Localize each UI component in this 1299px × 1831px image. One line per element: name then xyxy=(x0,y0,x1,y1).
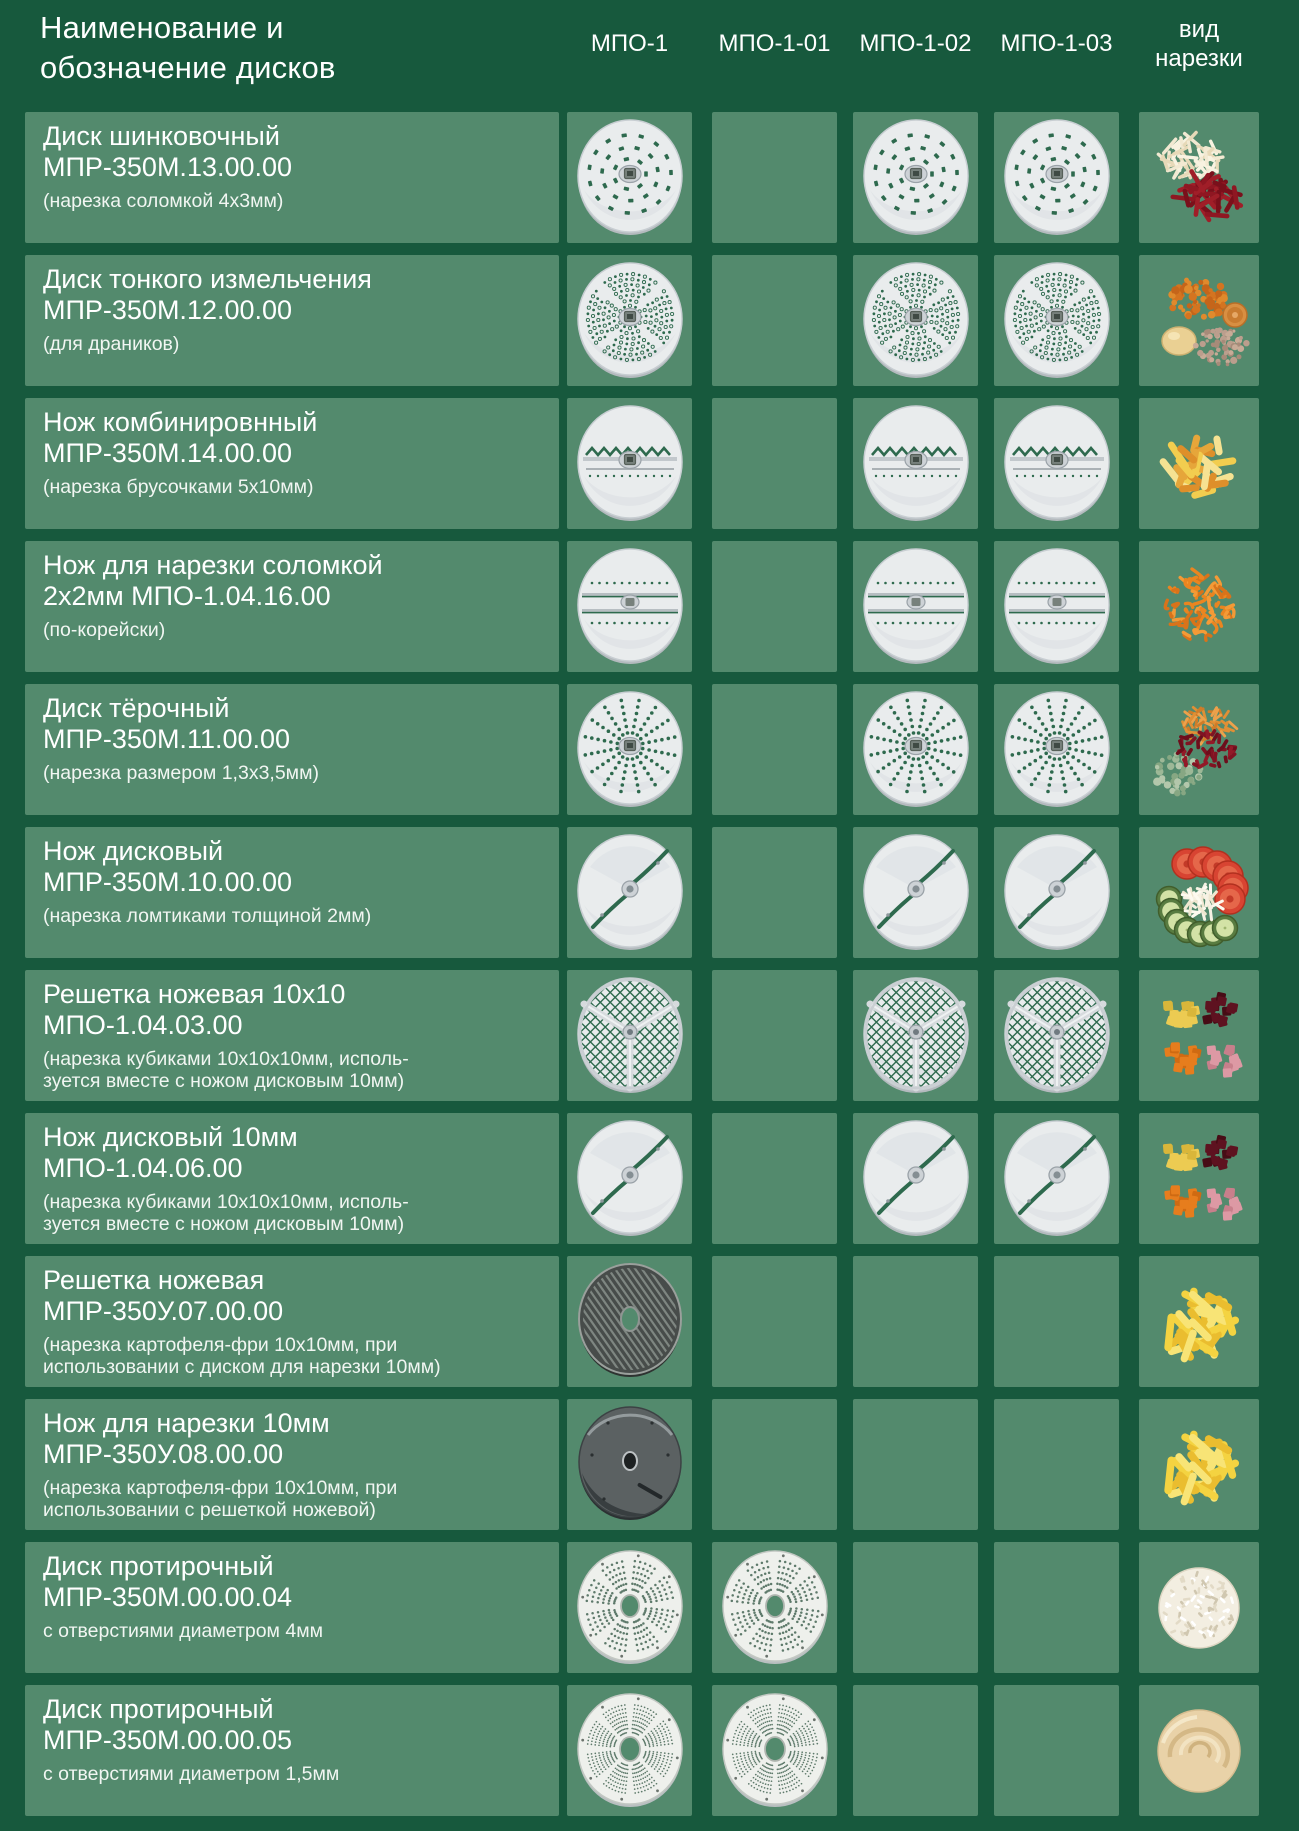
disc-note: (нарезка ломтиками толщиной 2мм) xyxy=(43,904,372,927)
table-row xyxy=(0,112,1299,243)
disc-cell-мпо-1-01 xyxy=(712,1542,837,1673)
empty-cell-мпо-1-01 xyxy=(712,255,837,386)
shredding-disc-icon xyxy=(1001,116,1113,240)
disc-name-box xyxy=(25,255,559,386)
combo-knife-disc-icon xyxy=(860,402,972,526)
table-row xyxy=(0,827,1299,958)
page-title xyxy=(40,8,336,87)
dark-solid-disc-icon xyxy=(574,1403,686,1527)
disc-cell-мпо-1-02 xyxy=(853,684,978,815)
julienne-knife-disc-icon xyxy=(574,545,686,669)
cut-view-cell xyxy=(1139,1113,1259,1244)
disc-name-box xyxy=(25,1542,559,1673)
empty-cell-мпо-1-01 xyxy=(712,541,837,672)
puree-disc-4mm-icon xyxy=(719,1546,831,1670)
empty-cell-мпо-1-03 xyxy=(994,1685,1119,1816)
page-title-line2: обозначение дисков xyxy=(40,49,336,85)
fine-grinding-disc-icon xyxy=(1001,259,1113,383)
julienne-knife-disc-icon xyxy=(860,545,972,669)
table-row xyxy=(0,255,1299,386)
disc-cell-мпо-1-03 xyxy=(994,541,1119,672)
disc-cell-мпо-1 xyxy=(567,1113,692,1244)
disc-cell-мпо-1 xyxy=(567,398,692,529)
disc-cell-мпо-1-03 xyxy=(994,1113,1119,1244)
cut-view-cell xyxy=(1139,827,1259,958)
disc-name-box xyxy=(25,684,559,815)
slicer-knife-disc-icon xyxy=(1001,1117,1113,1241)
puree-disc-15mm-icon xyxy=(574,1689,686,1813)
column-header-мпо-1-02: МПО-1-02 xyxy=(859,30,972,57)
disc-cell-мпо-1 xyxy=(567,541,692,672)
batons-food-icon xyxy=(1143,408,1255,520)
disc-cell-мпо-1-03 xyxy=(994,398,1119,529)
table-row xyxy=(0,1542,1299,1673)
shredded-beet-food-icon xyxy=(1143,122,1255,234)
disc-title: Нож для нарезки соломкой 2х2мм МПО-1.04.16.00 xyxy=(43,550,383,612)
grater-disc-icon xyxy=(860,688,972,812)
column-header-мпо-1: МПО-1 xyxy=(590,30,669,57)
disc-note: (нарезка соломкой 4х3мм) xyxy=(43,189,284,212)
julienne-knife-disc-icon xyxy=(1001,545,1113,669)
table-row xyxy=(0,541,1299,672)
empty-cell-мпо-1-01 xyxy=(712,970,837,1101)
column-header-view xyxy=(1139,16,1259,74)
fine-grinding-disc-icon xyxy=(574,259,686,383)
diced-cubes-food-icon xyxy=(1143,1123,1255,1235)
grated-mix-food-icon xyxy=(1143,694,1255,806)
slicer-knife-disc-icon xyxy=(860,831,972,955)
disc-cell-мпо-1-02 xyxy=(853,398,978,529)
disc-title: Диск шинковочный МПР-350М.13.00.00 xyxy=(43,121,293,183)
slicer-knife-disc-icon xyxy=(1001,831,1113,955)
disc-note: с отверстиями диаметром 4мм xyxy=(43,1619,324,1642)
french-fries-food-icon xyxy=(1143,1409,1255,1521)
disc-title: Нож дисковый МПР-350М.10.00.00 xyxy=(43,836,293,898)
empty-cell-мпо-1-01 xyxy=(712,827,837,958)
disc-cell-мпо-1-03 xyxy=(994,827,1119,958)
empty-cell-мпо-1-03 xyxy=(994,1542,1119,1673)
puree-disc-15mm-icon xyxy=(719,1689,831,1813)
disc-title: Нож для нарезки 10мм МПР-350У.08.00.00 xyxy=(43,1408,330,1470)
empty-cell-мпо-1-01 xyxy=(712,1399,837,1530)
disc-cell-мпо-1 xyxy=(567,1685,692,1816)
disc-cell-мпо-1-02 xyxy=(853,112,978,243)
disc-title: Диск тёрочный МПР-350М.11.00.00 xyxy=(43,693,291,755)
disc-name-box xyxy=(25,112,559,243)
view-header-line2: нарезки xyxy=(1155,44,1243,72)
disc-cell-мпо-1 xyxy=(567,112,692,243)
grater-disc-icon xyxy=(574,688,686,812)
disc-name-box xyxy=(25,398,559,529)
disc-note: (для драников) xyxy=(43,332,180,355)
grid-knife-disc-icon xyxy=(1001,974,1113,1098)
disc-note: (нарезка кубиками 10х10х10мм, исполь- зуется вместе с ножом дисковым 10мм) xyxy=(43,1047,409,1092)
disc-name-box xyxy=(25,1256,559,1387)
fine-grinding-disc-icon xyxy=(860,259,972,383)
puree-swirl-food-icon xyxy=(1143,1695,1255,1807)
disc-cell-мпо-1 xyxy=(567,1399,692,1530)
empty-cell-мпо-1-01 xyxy=(712,1256,837,1387)
cut-view-cell xyxy=(1139,541,1259,672)
korean-carrot-food-icon xyxy=(1143,551,1255,663)
table-row xyxy=(0,684,1299,815)
shredding-disc-icon xyxy=(860,116,972,240)
dranik-mix-food-icon xyxy=(1143,265,1255,377)
vegetable-slices-food-icon xyxy=(1143,837,1255,949)
disc-cell-мпо-1 xyxy=(567,1256,692,1387)
empty-cell-мпо-1-03 xyxy=(994,1256,1119,1387)
disc-name-box xyxy=(25,827,559,958)
empty-cell-мпо-1-02 xyxy=(853,1542,978,1673)
table-row xyxy=(0,1685,1299,1816)
empty-cell-мпо-1-02 xyxy=(853,1256,978,1387)
disc-note: (по-корейски) xyxy=(43,618,166,641)
disc-cell-мпо-1-02 xyxy=(853,255,978,386)
shredding-disc-icon xyxy=(574,116,686,240)
disc-note: (нарезка брусочками 5х10мм) xyxy=(43,475,314,498)
cut-view-cell xyxy=(1139,1399,1259,1530)
disc-cell-мпо-1-02 xyxy=(853,1113,978,1244)
disc-cell-мпо-1 xyxy=(567,970,692,1101)
disc-cell-мпо-1-02 xyxy=(853,827,978,958)
diced-cubes-food-icon xyxy=(1143,980,1255,1092)
slicer-knife-disc-icon xyxy=(574,1117,686,1241)
disc-cell-мпо-1-03 xyxy=(994,684,1119,815)
disc-cell-мпо-1-01 xyxy=(712,1685,837,1816)
white-flakes-food-icon xyxy=(1143,1552,1255,1664)
disc-name-box xyxy=(25,970,559,1101)
disc-title: Диск протирочный МПР-350М.00.00.04 xyxy=(43,1551,293,1613)
dark-grid-disc-icon xyxy=(574,1260,686,1384)
disc-cell-мпо-1 xyxy=(567,684,692,815)
puree-disc-4mm-icon xyxy=(574,1546,686,1670)
disc-title: Диск тонкого измельчения МПР-350М.12.00.00 xyxy=(43,264,372,326)
disc-cell-мпо-1 xyxy=(567,827,692,958)
cut-view-cell xyxy=(1139,1685,1259,1816)
table-row xyxy=(0,1113,1299,1244)
slicer-knife-disc-icon xyxy=(860,1117,972,1241)
table-row xyxy=(0,1256,1299,1387)
empty-cell-мпо-1-02 xyxy=(853,1685,978,1816)
cut-view-cell xyxy=(1139,1542,1259,1673)
empty-cell-мпо-1-01 xyxy=(712,684,837,815)
table-row xyxy=(0,1399,1299,1530)
disc-title: Нож комбинировнный МПР-350М.14.00.00 xyxy=(43,407,318,469)
empty-cell-мпо-1-03 xyxy=(994,1399,1119,1530)
disc-title: Решетка ножевая 10х10 МПО-1.04.03.00 xyxy=(43,979,346,1041)
empty-cell-мпо-1-01 xyxy=(712,398,837,529)
combo-knife-disc-icon xyxy=(574,402,686,526)
disc-name-box xyxy=(25,1685,559,1816)
disc-cell-мпо-1-03 xyxy=(994,970,1119,1101)
disc-note: с отверстиями диаметром 1,5мм xyxy=(43,1762,340,1785)
grater-disc-icon xyxy=(1001,688,1113,812)
cut-view-cell xyxy=(1139,970,1259,1101)
grid-knife-disc-icon xyxy=(574,974,686,1098)
cut-view-cell xyxy=(1139,255,1259,386)
disc-cell-мпо-1-03 xyxy=(994,112,1119,243)
disc-cell-мпо-1 xyxy=(567,255,692,386)
empty-cell-мпо-1-01 xyxy=(712,112,837,243)
column-header-мпо-1-03: МПО-1-03 xyxy=(1000,30,1113,57)
disc-title: Решетка ножевая МПР-350У.07.00.00 xyxy=(43,1265,284,1327)
disc-cell-мпо-1-02 xyxy=(853,541,978,672)
disc-cell-мпо-1 xyxy=(567,1542,692,1673)
disc-note: (нарезка размером 1,3х3,5мм) xyxy=(43,761,319,784)
disc-cell-мпо-1-03 xyxy=(994,255,1119,386)
disc-name-box xyxy=(25,1399,559,1530)
page-title-line1: Наименование и xyxy=(40,10,284,45)
slicer-knife-disc-icon xyxy=(574,831,686,955)
disc-note: (нарезка кубиками 10х10х10мм, исполь- зуется вместе с ножом дисковым 10мм) xyxy=(43,1190,409,1235)
disc-note: (нарезка картофеля-фри 10х10мм, при использовании с диском для нарезки 10мм) xyxy=(43,1333,441,1378)
disc-cell-мпо-1-02 xyxy=(853,970,978,1101)
disc-name-box xyxy=(25,541,559,672)
column-header-мпо-1-01: МПО-1-01 xyxy=(718,30,831,57)
table-row xyxy=(0,970,1299,1101)
french-fries-food-icon xyxy=(1143,1266,1255,1378)
disc-title: Нож дисковый 10мм МПО-1.04.06.00 xyxy=(43,1122,298,1184)
combo-knife-disc-icon xyxy=(1001,402,1113,526)
cut-view-cell xyxy=(1139,398,1259,529)
empty-cell-мпо-1-01 xyxy=(712,1113,837,1244)
grid-knife-disc-icon xyxy=(860,974,972,1098)
empty-cell-мпо-1-02 xyxy=(853,1399,978,1530)
cut-view-cell xyxy=(1139,684,1259,815)
disc-note: (нарезка картофеля-фри 10х10мм, при использовании с решеткой ножевой) xyxy=(43,1476,398,1521)
view-header-line1: вид xyxy=(1178,16,1220,43)
table-row xyxy=(0,398,1299,529)
cut-view-cell xyxy=(1139,1256,1259,1387)
disc-name-box xyxy=(25,1113,559,1244)
cut-view-cell xyxy=(1139,112,1259,243)
disc-title: Диск протирочный МПР-350М.00.00.05 xyxy=(43,1694,293,1756)
